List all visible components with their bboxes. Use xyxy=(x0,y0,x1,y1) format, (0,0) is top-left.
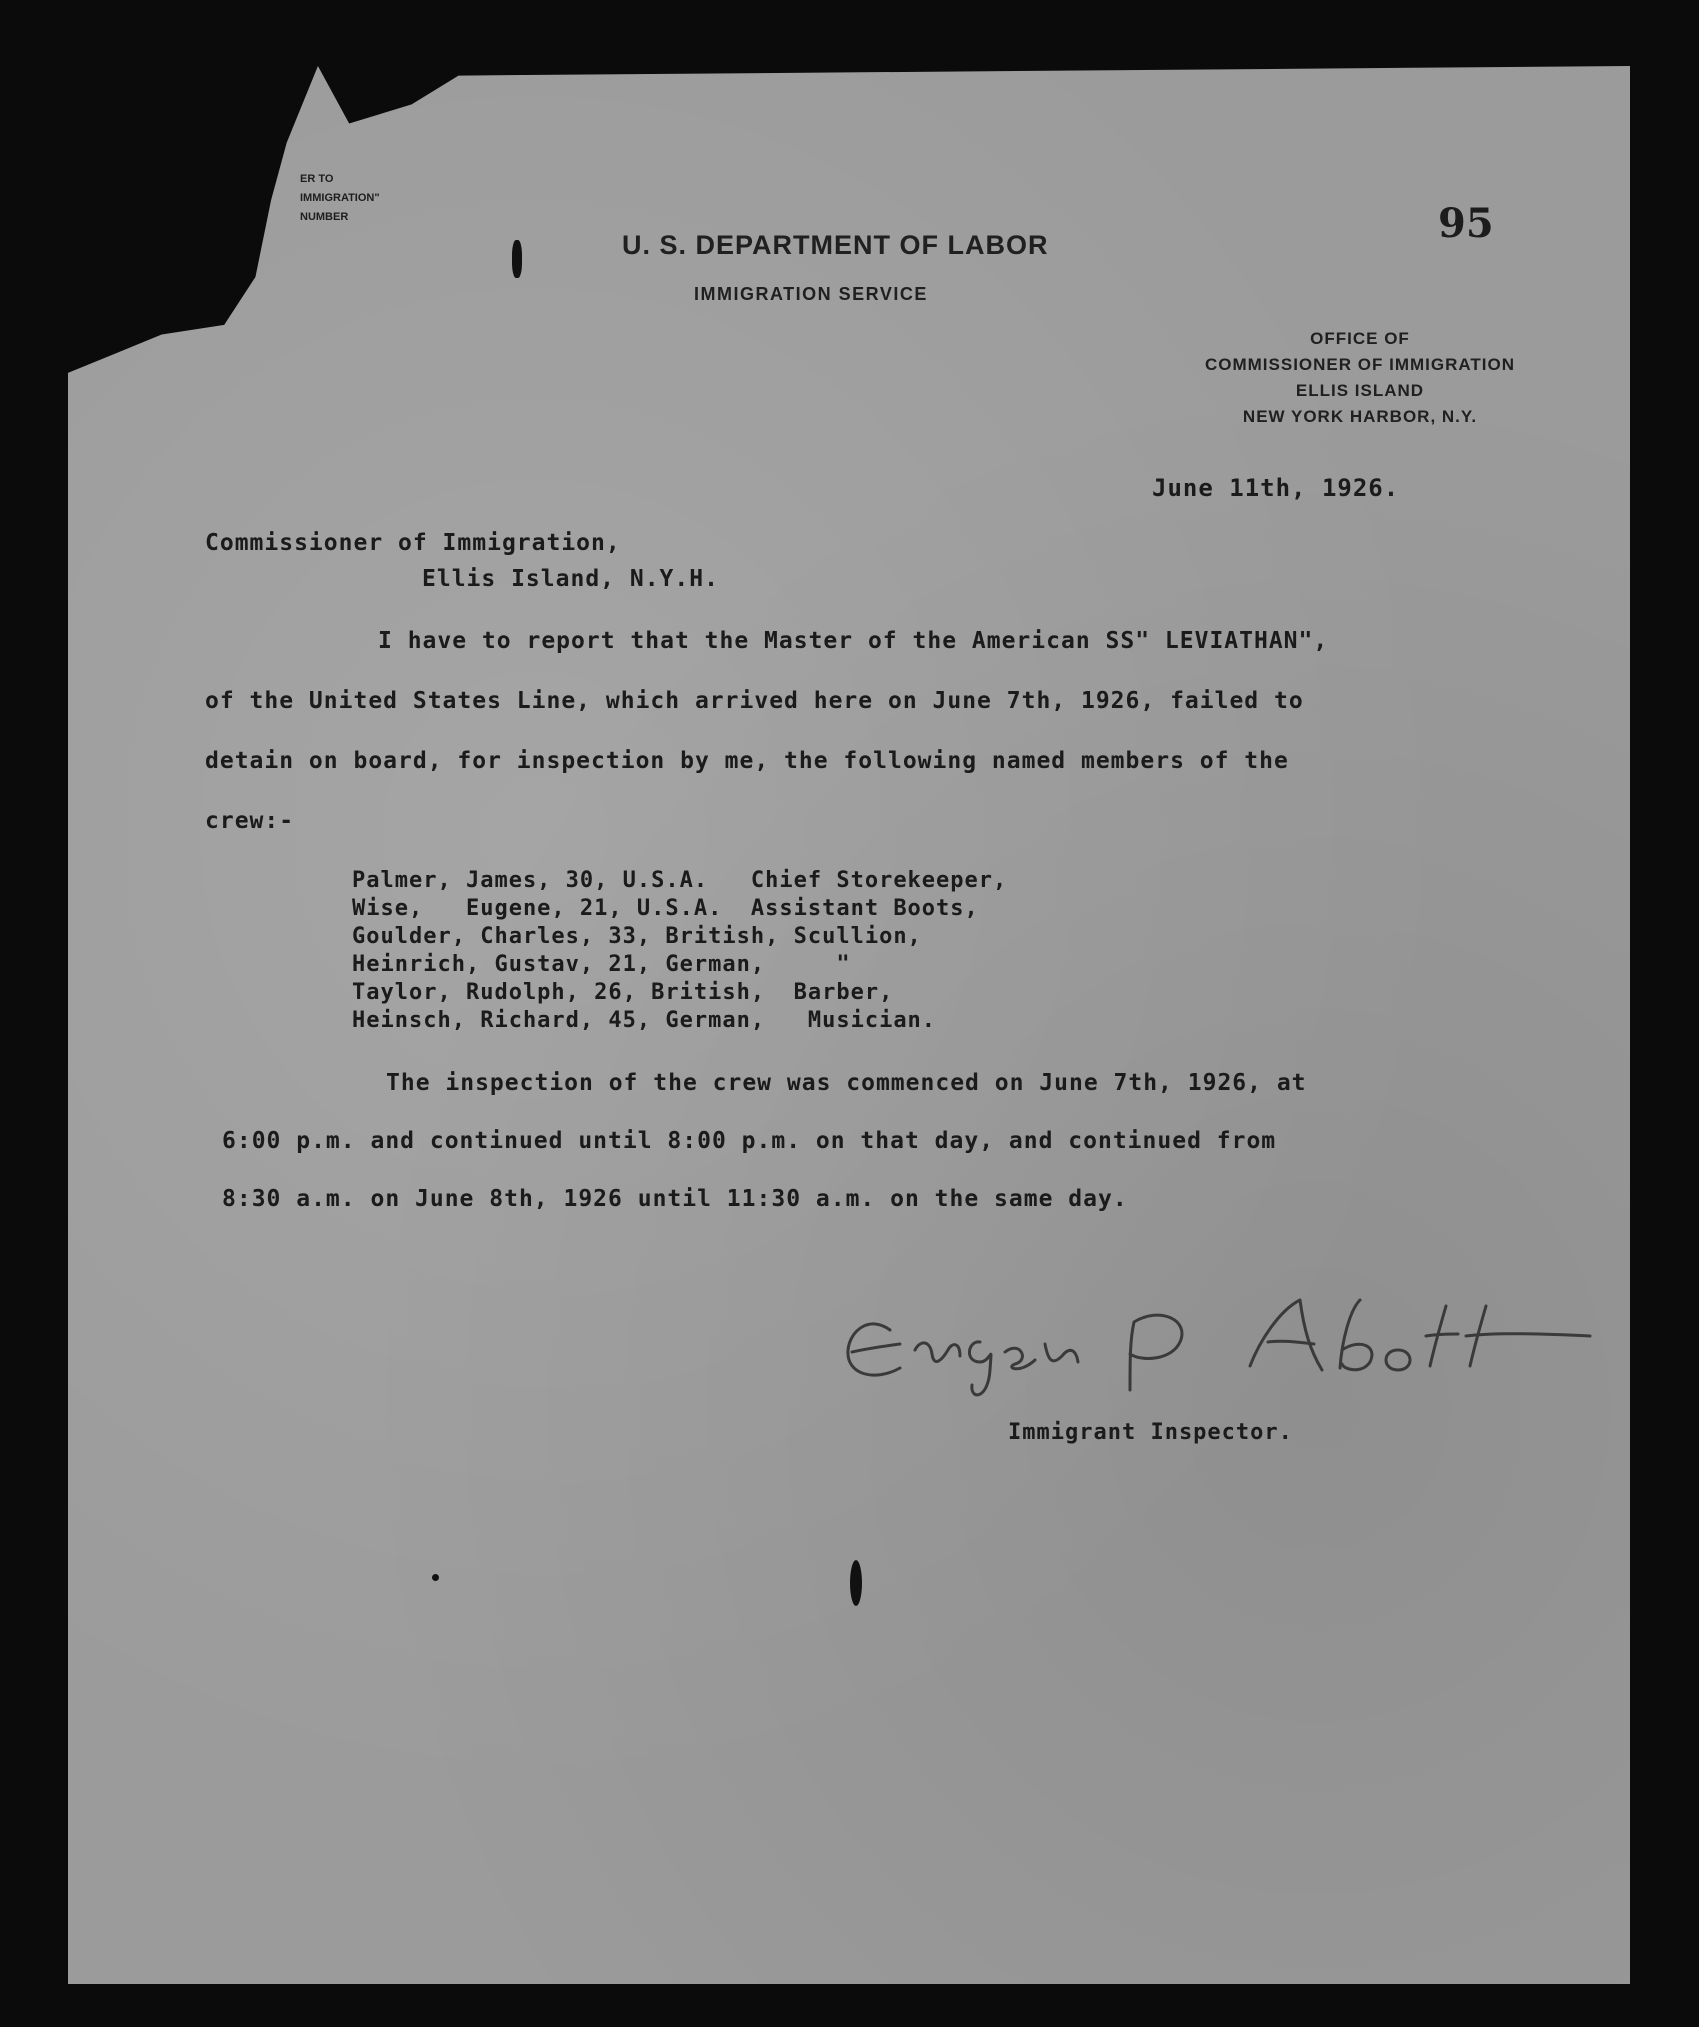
addressee-line: Commissioner of Immigration, xyxy=(205,530,621,556)
office-line: COMMISSIONER OF IMMIGRATION xyxy=(1204,355,1515,374)
crew-entry: Taylor, Rudolph, 26, British, Barber, xyxy=(352,980,894,1005)
body-line: detain on board, for inspection by me, the following named members of the xyxy=(205,748,1289,774)
crew-entry: Wise, Eugene, 21, U.S.A. Assistant Boots, xyxy=(352,896,979,921)
crew-entry: Heinsch, Richard, 45, German, Musician. xyxy=(352,1008,937,1033)
page-number: 95 xyxy=(1438,200,1494,247)
ink-mark xyxy=(512,240,522,278)
letter-date: June 11th, 1926. xyxy=(1152,474,1400,502)
body-line: 6:00 p.m. and continued until 8:00 p.m. on that day, and continued from xyxy=(222,1128,1277,1154)
body-line: crew:- xyxy=(205,808,295,834)
addressee-line: Ellis Island, N.Y.H. xyxy=(422,566,719,592)
ink-dot xyxy=(432,1574,439,1581)
crew-entry: Goulder, Charles, 33, British, Scullion, xyxy=(352,924,922,949)
signatory-title: Immigrant Inspector. xyxy=(1008,1420,1293,1445)
service-title: IMMIGRATION SERVICE xyxy=(694,284,928,304)
office-address xyxy=(1150,326,1570,430)
crew-entry: Palmer, James, 30, U.S.A. Chief Storekeeper, xyxy=(352,868,1008,893)
corner-stamp xyxy=(300,170,380,227)
office-line: OFFICE OF xyxy=(1310,329,1410,348)
body-line: 8:30 a.m. on June 8th, 1926 until 11:30 a.m. on the same day. xyxy=(222,1186,1128,1212)
crew-entry: Heinrich, Gustav, 21, German, " xyxy=(352,952,851,977)
ink-blot xyxy=(850,1560,862,1606)
corner-note-line: ER TO xyxy=(300,173,334,185)
office-line: NEW YORK HARBOR, N.Y. xyxy=(1242,407,1478,426)
office-line: ELLIS ISLAND xyxy=(1295,381,1425,400)
corner-note-line: NUMBER xyxy=(300,211,349,223)
body-line: The inspection of the crew was commenced on June 7th, 1926, at xyxy=(386,1070,1307,1096)
body-line: of the United States Line, which arrived here on June 7th, 1926, failed to xyxy=(205,688,1304,714)
corner-note-line: IMMIGRATION" xyxy=(300,192,380,204)
department-title: U. S. DEPARTMENT OF LABOR xyxy=(622,230,1049,260)
body-line: I have to report that the Master of the American SS" LEVIATHAN", xyxy=(378,628,1329,654)
